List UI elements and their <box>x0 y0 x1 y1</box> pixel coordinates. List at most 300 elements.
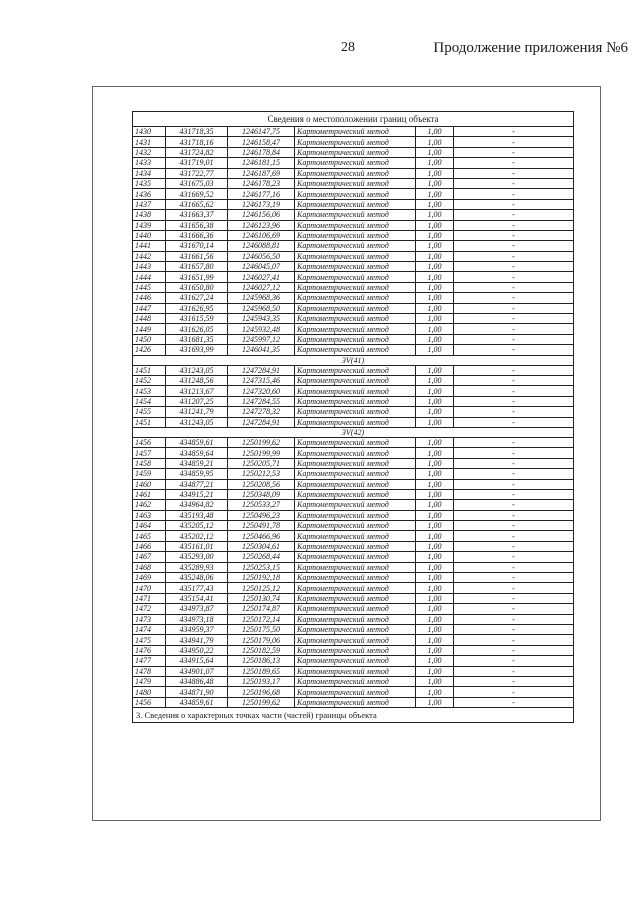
coord-y-cell: 1250205,71 <box>228 458 295 468</box>
description-cell: - <box>454 345 574 355</box>
coord-y-cell: 1250199,62 <box>228 697 295 707</box>
description-cell: - <box>454 562 574 572</box>
accuracy-cell: 1,00 <box>416 624 454 634</box>
table-row <box>133 396 574 406</box>
coord-y-cell: 1246181,15 <box>228 158 295 168</box>
table-row <box>133 230 574 240</box>
method-cell: Картометрический метод <box>295 437 416 447</box>
coord-x-cell: 431719,01 <box>166 158 228 168</box>
point-number-cell: 1478 <box>133 666 166 676</box>
coord-y-cell: 1250125,12 <box>228 583 295 593</box>
point-number-cell: 1459 <box>133 469 166 479</box>
point-number-cell: 1460 <box>133 479 166 489</box>
method-cell: Картометрический метод <box>295 541 416 551</box>
coord-x-cell: 434901,07 <box>166 666 228 676</box>
coord-x-cell: 431661,56 <box>166 251 228 261</box>
section-label: 3V(41) <box>133 355 574 365</box>
method-cell: Картометрический метод <box>295 448 416 458</box>
coord-y-cell: 1250175,50 <box>228 624 295 634</box>
table-footer: 3. Сведения о характерных точках части (частей) границы объекта <box>133 708 574 723</box>
method-cell: Картометрический метод <box>295 479 416 489</box>
coord-x-cell: 431663,37 <box>166 210 228 220</box>
accuracy-cell: 1,00 <box>416 375 454 385</box>
method-cell: Картометрический метод <box>295 282 416 292</box>
description-cell: - <box>454 604 574 614</box>
method-cell: Картометрический метод <box>295 147 416 157</box>
description-cell: - <box>454 365 574 375</box>
method-cell: Картометрический метод <box>295 562 416 572</box>
method-cell: Картометрический метод <box>295 137 416 147</box>
footer-row <box>133 708 574 723</box>
coord-x-cell: 431243,05 <box>166 417 228 427</box>
accuracy-cell: 1,00 <box>416 500 454 510</box>
accuracy-cell: 1,00 <box>416 687 454 697</box>
point-number-cell: 1441 <box>133 241 166 251</box>
coord-x-cell: 431718,35 <box>166 127 228 137</box>
point-number-cell: 1458 <box>133 458 166 468</box>
method-cell: Картометрический метод <box>295 552 416 562</box>
coord-x-cell: 431670,14 <box>166 241 228 251</box>
coord-x-cell: 434973,87 <box>166 604 228 614</box>
method-cell: Картометрический метод <box>295 386 416 396</box>
method-cell: Картометрический метод <box>295 158 416 168</box>
coord-x-cell: 434941,79 <box>166 635 228 645</box>
method-cell: Картометрический метод <box>295 199 416 209</box>
point-number-cell: 1451 <box>133 365 166 375</box>
coord-y-cell: 1246027,12 <box>228 282 295 292</box>
method-cell: Картометрический метод <box>295 272 416 282</box>
coord-y-cell: 1250199,62 <box>228 437 295 447</box>
coord-x-cell: 431656,38 <box>166 220 228 230</box>
description-cell: - <box>454 407 574 417</box>
point-number-cell: 1474 <box>133 624 166 634</box>
table-row <box>133 314 574 324</box>
table-row <box>133 147 574 157</box>
table-row <box>133 262 574 272</box>
point-number-cell: 1453 <box>133 386 166 396</box>
coord-x-cell: 435161,01 <box>166 541 228 551</box>
table-row <box>133 593 574 603</box>
accuracy-cell: 1,00 <box>416 479 454 489</box>
coord-x-cell: 435202,12 <box>166 531 228 541</box>
accuracy-cell: 1,00 <box>416 396 454 406</box>
table-row <box>133 656 574 666</box>
point-number-cell: 1461 <box>133 489 166 499</box>
coord-y-cell: 1246027,41 <box>228 272 295 282</box>
method-cell: Картометрический метод <box>295 241 416 251</box>
accuracy-cell: 1,00 <box>416 168 454 178</box>
table-row <box>133 407 574 417</box>
coord-x-cell: 431650,80 <box>166 282 228 292</box>
table-row <box>133 510 574 520</box>
coord-y-cell: 1250192,18 <box>228 573 295 583</box>
method-cell: Картометрический метод <box>295 314 416 324</box>
point-number-cell: 1445 <box>133 282 166 292</box>
coord-y-cell: 1250193,17 <box>228 676 295 686</box>
point-number-cell: 1435 <box>133 178 166 188</box>
description-cell: - <box>454 448 574 458</box>
table-row <box>133 676 574 686</box>
point-number-cell: 1447 <box>133 303 166 313</box>
table-row <box>133 583 574 593</box>
method-cell: Картометрический метод <box>295 178 416 188</box>
coord-x-cell: 431248,56 <box>166 375 228 385</box>
accuracy-cell: 1,00 <box>416 314 454 324</box>
point-number-cell: 1449 <box>133 324 166 334</box>
coord-y-cell: 1246056,50 <box>228 251 295 261</box>
coord-y-cell: 1250179,06 <box>228 635 295 645</box>
method-cell: Картометрический метод <box>295 345 416 355</box>
point-number-cell: 1456 <box>133 697 166 707</box>
table-row <box>133 365 574 375</box>
coord-x-cell: 434871,90 <box>166 687 228 697</box>
description-cell: - <box>454 375 574 385</box>
table-row <box>133 303 574 313</box>
page-number: 28 <box>341 40 355 55</box>
accuracy-cell: 1,00 <box>416 158 454 168</box>
table-row <box>133 458 574 468</box>
description-cell: - <box>454 645 574 655</box>
table-row <box>133 697 574 707</box>
table-row <box>133 531 574 541</box>
description-cell: - <box>454 314 574 324</box>
table-row <box>133 448 574 458</box>
coord-y-cell: 1246106,69 <box>228 230 295 240</box>
description-cell: - <box>454 697 574 707</box>
table-row <box>133 282 574 292</box>
accuracy-cell: 1,00 <box>416 573 454 583</box>
method-cell: Картометрический метод <box>295 614 416 624</box>
coord-y-cell: 1250496,23 <box>228 510 295 520</box>
method-cell: Картометрический метод <box>295 210 416 220</box>
point-number-cell: 1450 <box>133 334 166 344</box>
point-number-cell: 1469 <box>133 573 166 583</box>
coord-y-cell: 1247284,91 <box>228 417 295 427</box>
coord-x-cell: 431681,35 <box>166 334 228 344</box>
method-cell: Картометрический метод <box>295 396 416 406</box>
coord-x-cell: 431207,25 <box>166 396 228 406</box>
table-row <box>133 624 574 634</box>
point-number-cell: 1452 <box>133 375 166 385</box>
point-number-cell: 1457 <box>133 448 166 458</box>
coord-y-cell: 1246178,84 <box>228 147 295 157</box>
point-number-cell: 1472 <box>133 604 166 614</box>
coord-x-cell: 431666,36 <box>166 230 228 240</box>
method-cell: Картометрический метод <box>295 251 416 261</box>
table-row <box>133 687 574 697</box>
point-number-cell: 1431 <box>133 137 166 147</box>
coord-x-cell: 435289,93 <box>166 562 228 572</box>
table-row <box>133 604 574 614</box>
coord-x-cell: 431675,03 <box>166 178 228 188</box>
method-cell: Картометрический метод <box>295 531 416 541</box>
accuracy-cell: 1,00 <box>416 345 454 355</box>
accuracy-cell: 1,00 <box>416 469 454 479</box>
coord-y-cell: 1247284,55 <box>228 396 295 406</box>
point-number-cell: 1471 <box>133 593 166 603</box>
description-cell: - <box>454 489 574 499</box>
table-row <box>133 666 574 676</box>
coord-y-cell: 1250268,44 <box>228 552 295 562</box>
point-number-cell: 1448 <box>133 314 166 324</box>
coord-x-cell: 435193,48 <box>166 510 228 520</box>
description-cell: - <box>454 541 574 551</box>
description-cell: - <box>454 593 574 603</box>
accuracy-cell: 1,00 <box>416 604 454 614</box>
table-row <box>133 635 574 645</box>
coord-x-cell: 435154,41 <box>166 593 228 603</box>
description-cell: - <box>454 479 574 489</box>
accuracy-cell: 1,00 <box>416 199 454 209</box>
accuracy-cell: 1,00 <box>416 241 454 251</box>
description-cell: - <box>454 417 574 427</box>
accuracy-cell: 1,00 <box>416 676 454 686</box>
coord-x-cell: 435177,43 <box>166 583 228 593</box>
point-number-cell: 1451 <box>133 417 166 427</box>
accuracy-cell: 1,00 <box>416 562 454 572</box>
point-number-cell: 1442 <box>133 251 166 261</box>
description-cell: - <box>454 500 574 510</box>
coord-x-cell: 434915,21 <box>166 489 228 499</box>
method-cell: Картометрический метод <box>295 500 416 510</box>
method-cell: Картометрический метод <box>295 656 416 666</box>
point-number-cell: 1462 <box>133 500 166 510</box>
accuracy-cell: 1,00 <box>416 645 454 655</box>
accuracy-cell: 1,00 <box>416 593 454 603</box>
point-number-cell: 1463 <box>133 510 166 520</box>
point-number-cell: 1480 <box>133 687 166 697</box>
description-cell: - <box>454 293 574 303</box>
description-cell: - <box>454 158 574 168</box>
table-row <box>133 293 574 303</box>
accuracy-cell: 1,00 <box>416 230 454 240</box>
method-cell: Картометрический метод <box>295 583 416 593</box>
coord-x-cell: 431724,82 <box>166 147 228 157</box>
coord-y-cell: 1246088,81 <box>228 241 295 251</box>
point-number-cell: 1476 <box>133 645 166 655</box>
point-number-cell: 1479 <box>133 676 166 686</box>
method-cell: Картометрический метод <box>295 593 416 603</box>
coord-y-cell: 1250253,15 <box>228 562 295 572</box>
description-cell: - <box>454 210 574 220</box>
method-cell: Картометрический метод <box>295 365 416 375</box>
coord-y-cell: 1247320,60 <box>228 386 295 396</box>
description-cell: - <box>454 437 574 447</box>
description-cell: - <box>454 666 574 676</box>
method-cell: Картометрический метод <box>295 666 416 676</box>
coord-x-cell: 431627,24 <box>166 293 228 303</box>
coord-y-cell: 1246045,07 <box>228 262 295 272</box>
accuracy-cell: 1,00 <box>416 220 454 230</box>
table-row <box>133 345 574 355</box>
table-row <box>133 573 574 583</box>
point-number-cell: 1467 <box>133 552 166 562</box>
accuracy-cell: 1,00 <box>416 147 454 157</box>
coord-x-cell: 434950,22 <box>166 645 228 655</box>
coord-y-cell: 1245932,48 <box>228 324 295 334</box>
coord-x-cell: 434859,64 <box>166 448 228 458</box>
description-cell: - <box>454 458 574 468</box>
description-cell: - <box>454 635 574 645</box>
method-cell: Картометрический метод <box>295 458 416 468</box>
coord-x-cell: 431241,79 <box>166 407 228 417</box>
description-cell: - <box>454 178 574 188</box>
section-row <box>133 355 574 365</box>
table-row <box>133 251 574 261</box>
accuracy-cell: 1,00 <box>416 137 454 147</box>
coord-x-cell: 434915,64 <box>166 656 228 666</box>
coord-x-cell: 431722,77 <box>166 168 228 178</box>
description-cell: - <box>454 573 574 583</box>
coord-y-cell: 1246177,16 <box>228 189 295 199</box>
description-cell: - <box>454 552 574 562</box>
accuracy-cell: 1,00 <box>416 510 454 520</box>
point-number-cell: 1468 <box>133 562 166 572</box>
point-number-cell: 1465 <box>133 531 166 541</box>
coord-y-cell: 1250174,87 <box>228 604 295 614</box>
description-cell: - <box>454 521 574 531</box>
coord-y-cell: 1250130,74 <box>228 593 295 603</box>
table-row <box>133 469 574 479</box>
coord-x-cell: 431669,52 <box>166 189 228 199</box>
description-cell: - <box>454 676 574 686</box>
coord-y-cell: 1250304,61 <box>228 541 295 551</box>
coord-y-cell: 1246158,47 <box>228 137 295 147</box>
method-cell: Картометрический метод <box>295 697 416 707</box>
coord-y-cell: 1246173,19 <box>228 199 295 209</box>
accuracy-cell: 1,00 <box>416 293 454 303</box>
accuracy-cell: 1,00 <box>416 448 454 458</box>
table-row <box>133 158 574 168</box>
coord-y-cell: 1246041,35 <box>228 345 295 355</box>
table-row <box>133 137 574 147</box>
method-cell: Картометрический метод <box>295 293 416 303</box>
description-cell: - <box>454 334 574 344</box>
point-number-cell: 1443 <box>133 262 166 272</box>
table-row <box>133 500 574 510</box>
coord-x-cell: 434859,61 <box>166 437 228 447</box>
description-cell: - <box>454 220 574 230</box>
coord-x-cell: 431626,95 <box>166 303 228 313</box>
description-cell: - <box>454 272 574 282</box>
coord-x-cell: 431626,05 <box>166 324 228 334</box>
table-row <box>133 489 574 499</box>
method-cell: Картометрический метод <box>295 168 416 178</box>
accuracy-cell: 1,00 <box>416 437 454 447</box>
point-number-cell: 1464 <box>133 521 166 531</box>
coord-x-cell: 434959,37 <box>166 624 228 634</box>
table-row <box>133 220 574 230</box>
table-row <box>133 199 574 209</box>
coord-y-cell: 1250182,59 <box>228 645 295 655</box>
coord-x-cell: 431243,05 <box>166 365 228 375</box>
table-row <box>133 334 574 344</box>
table-row <box>133 375 574 385</box>
description-cell: - <box>454 189 574 199</box>
coord-x-cell: 431665,62 <box>166 199 228 209</box>
description-cell: - <box>454 510 574 520</box>
method-cell: Картометрический метод <box>295 127 416 137</box>
method-cell: Картометрический метод <box>295 645 416 655</box>
description-cell: - <box>454 241 574 251</box>
table-row <box>133 417 574 427</box>
table-row <box>133 127 574 137</box>
point-number-cell: 1439 <box>133 220 166 230</box>
point-number-cell: 1432 <box>133 147 166 157</box>
accuracy-cell: 1,00 <box>416 324 454 334</box>
method-cell: Картометрический метод <box>295 573 416 583</box>
table-row <box>133 562 574 572</box>
description-cell: - <box>454 282 574 292</box>
accuracy-cell: 1,00 <box>416 531 454 541</box>
description-cell: - <box>454 127 574 137</box>
method-cell: Картометрический метод <box>295 262 416 272</box>
coord-x-cell: 435248,06 <box>166 573 228 583</box>
coord-x-cell: 434886,48 <box>166 676 228 686</box>
description-cell: - <box>454 324 574 334</box>
method-cell: Картометрический метод <box>295 489 416 499</box>
table-row <box>133 437 574 447</box>
table-row <box>133 479 574 489</box>
point-number-cell: 1433 <box>133 158 166 168</box>
coord-x-cell: 434859,21 <box>166 458 228 468</box>
method-cell: Картометрический метод <box>295 624 416 634</box>
accuracy-cell: 1,00 <box>416 365 454 375</box>
coord-x-cell: 434973,18 <box>166 614 228 624</box>
coord-x-cell: 431693,99 <box>166 345 228 355</box>
coord-x-cell: 431213,67 <box>166 386 228 396</box>
table-row <box>133 241 574 251</box>
method-cell: Картометрический метод <box>295 230 416 240</box>
table-row <box>133 189 574 199</box>
description-cell: - <box>454 583 574 593</box>
point-number-cell: 1454 <box>133 396 166 406</box>
method-cell: Картометрический метод <box>295 469 416 479</box>
point-number-cell: 1440 <box>133 230 166 240</box>
boundary-coordinates-table <box>132 111 574 723</box>
description-cell: - <box>454 624 574 634</box>
coord-y-cell: 1246187,69 <box>228 168 295 178</box>
method-cell: Картометрический метод <box>295 604 416 614</box>
coord-y-cell: 1246156,06 <box>228 210 295 220</box>
coord-y-cell: 1250199,99 <box>228 448 295 458</box>
description-cell: - <box>454 614 574 624</box>
description-cell: - <box>454 199 574 209</box>
coord-x-cell: 431718,16 <box>166 137 228 147</box>
accuracy-cell: 1,00 <box>416 666 454 676</box>
table-row <box>133 645 574 655</box>
coord-y-cell: 1246178,23 <box>228 178 295 188</box>
point-number-cell: 1473 <box>133 614 166 624</box>
point-number-cell: 1434 <box>133 168 166 178</box>
table-caption: Сведения о местоположении границ объекта <box>133 112 574 127</box>
section-label: 3V(42) <box>133 427 574 437</box>
accuracy-cell: 1,00 <box>416 303 454 313</box>
point-number-cell: 1456 <box>133 437 166 447</box>
description-cell: - <box>454 386 574 396</box>
coord-y-cell: 1245968,50 <box>228 303 295 313</box>
method-cell: Картометрический метод <box>295 189 416 199</box>
accuracy-cell: 1,00 <box>416 458 454 468</box>
method-cell: Картометрический метод <box>295 334 416 344</box>
accuracy-cell: 1,00 <box>416 262 454 272</box>
accuracy-cell: 1,00 <box>416 178 454 188</box>
point-number-cell: 1470 <box>133 583 166 593</box>
point-number-cell: 1437 <box>133 199 166 209</box>
point-number-cell: 1436 <box>133 189 166 199</box>
method-cell: Картометрический метод <box>295 521 416 531</box>
accuracy-cell: 1,00 <box>416 697 454 707</box>
